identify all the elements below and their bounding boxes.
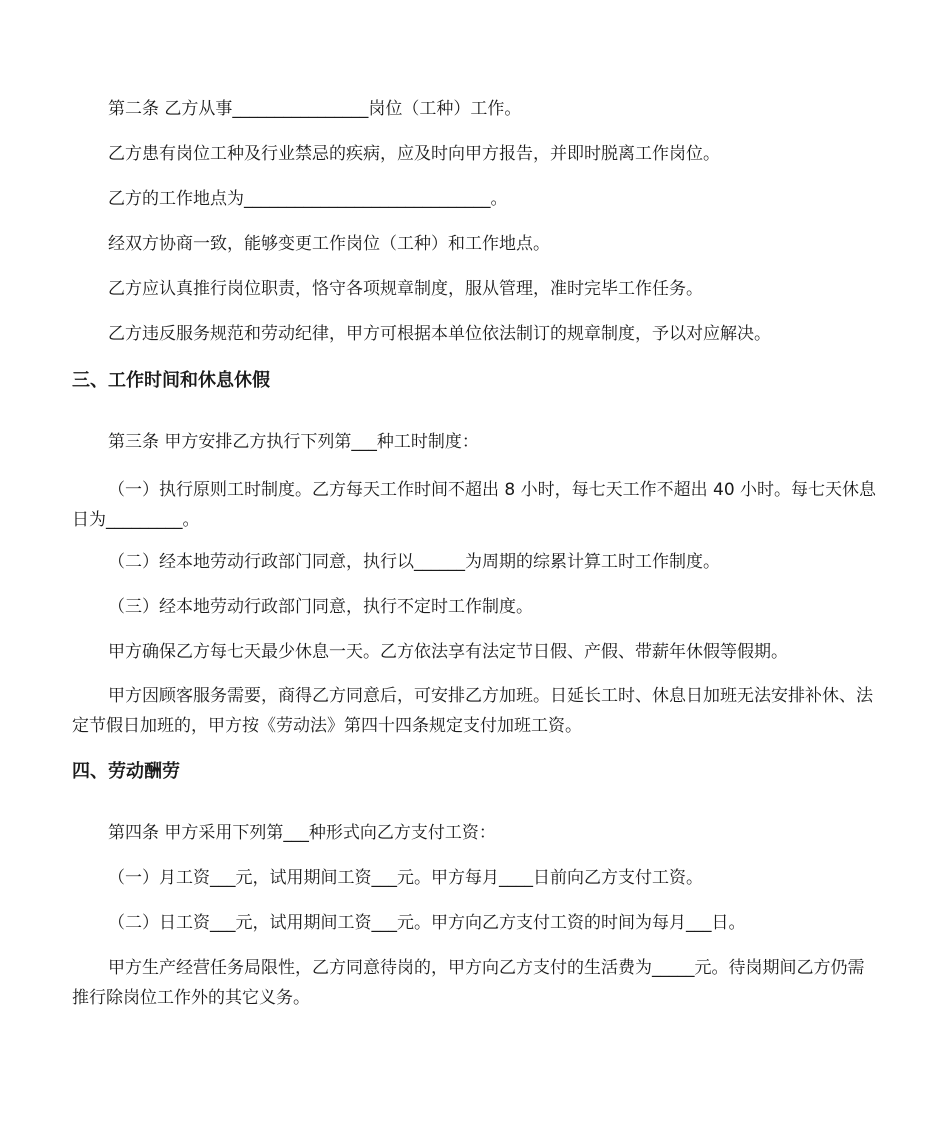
article-2-paragraph: 第二条 乙方从事________________岗位（工种）工作。 xyxy=(108,99,522,119)
section-4-heading: 四、劳动酬劳 xyxy=(72,761,180,782)
section-3-heading: 三、工作时间和休息休假 xyxy=(72,370,270,391)
position-change-paragraph: 经双方协商一致，能够变更工作岗位（工种）和工作地点。 xyxy=(108,234,550,254)
rest-day-paragraph: 甲方确保乙方每七天最少休息一天。乙方依法享有法定节日假、产假、带薪年休假等假期。 xyxy=(108,642,788,662)
daily-wage-paragraph: （二）日工资___元，试用期间工资___元。甲方向乙方支付工资的时间为每月___日。 xyxy=(108,913,746,933)
monthly-wage-paragraph: （一）月工资___元，试用期间工资___元。甲方每月____日前向乙方支付工资。 xyxy=(108,868,703,888)
article-3-paragraph: 第三条 甲方安排乙方执行下列第___种工时制度： xyxy=(108,432,479,452)
article-4-paragraph: 第四条 甲方采用下列第___种形式向乙方支付工资： xyxy=(108,823,496,843)
work-location-paragraph: 乙方的工作地点为_____________________________。 xyxy=(108,189,508,209)
comprehensive-hours-paragraph: （二）经本地劳动行政部门同意，执行以______为周期的综累计算工时工作制度。 xyxy=(108,552,720,572)
standby-allowance-paragraph: 甲方生产经营任务局限性，乙方同意待岗的，甲方向乙方支付的生活费为_____元。待岗期间乙方仍需推行除岗位工作外的其它义务。 xyxy=(72,958,865,1008)
flexible-hours-paragraph: （三）经本地劳动行政部门同意，执行不定时工作制度。 xyxy=(108,597,533,617)
duties-paragraph: 乙方应认真推行岗位职责，恪守各项规章制度，服从管理，准时完毕工作任务。 xyxy=(108,279,703,299)
discipline-paragraph: 乙方违反服务规范和劳动纪律，甲方可根据本单位依法制订的规章制度，予以对应解决。 xyxy=(108,324,771,344)
overtime-paragraph: 甲方因顾客服务需要，商得乙方同意后，可安排乙方加班。日延长工时、休息日加班无法安排补休、法定节假日加班的，甲方按《劳动法》第四十四条规定支付加班工资。 xyxy=(72,686,873,736)
disease-report-paragraph: 乙方患有岗位工种及行业禁忌的疾病，应及时向甲方报告，并即时脱离工作岗位。 xyxy=(108,144,720,164)
standard-hours-paragraph: （一）执行原则工时制度。乙方每天工作时间不超出 8 小时，每七天工作不超出 40 小时。每七天休息日为_________。 xyxy=(72,480,877,530)
